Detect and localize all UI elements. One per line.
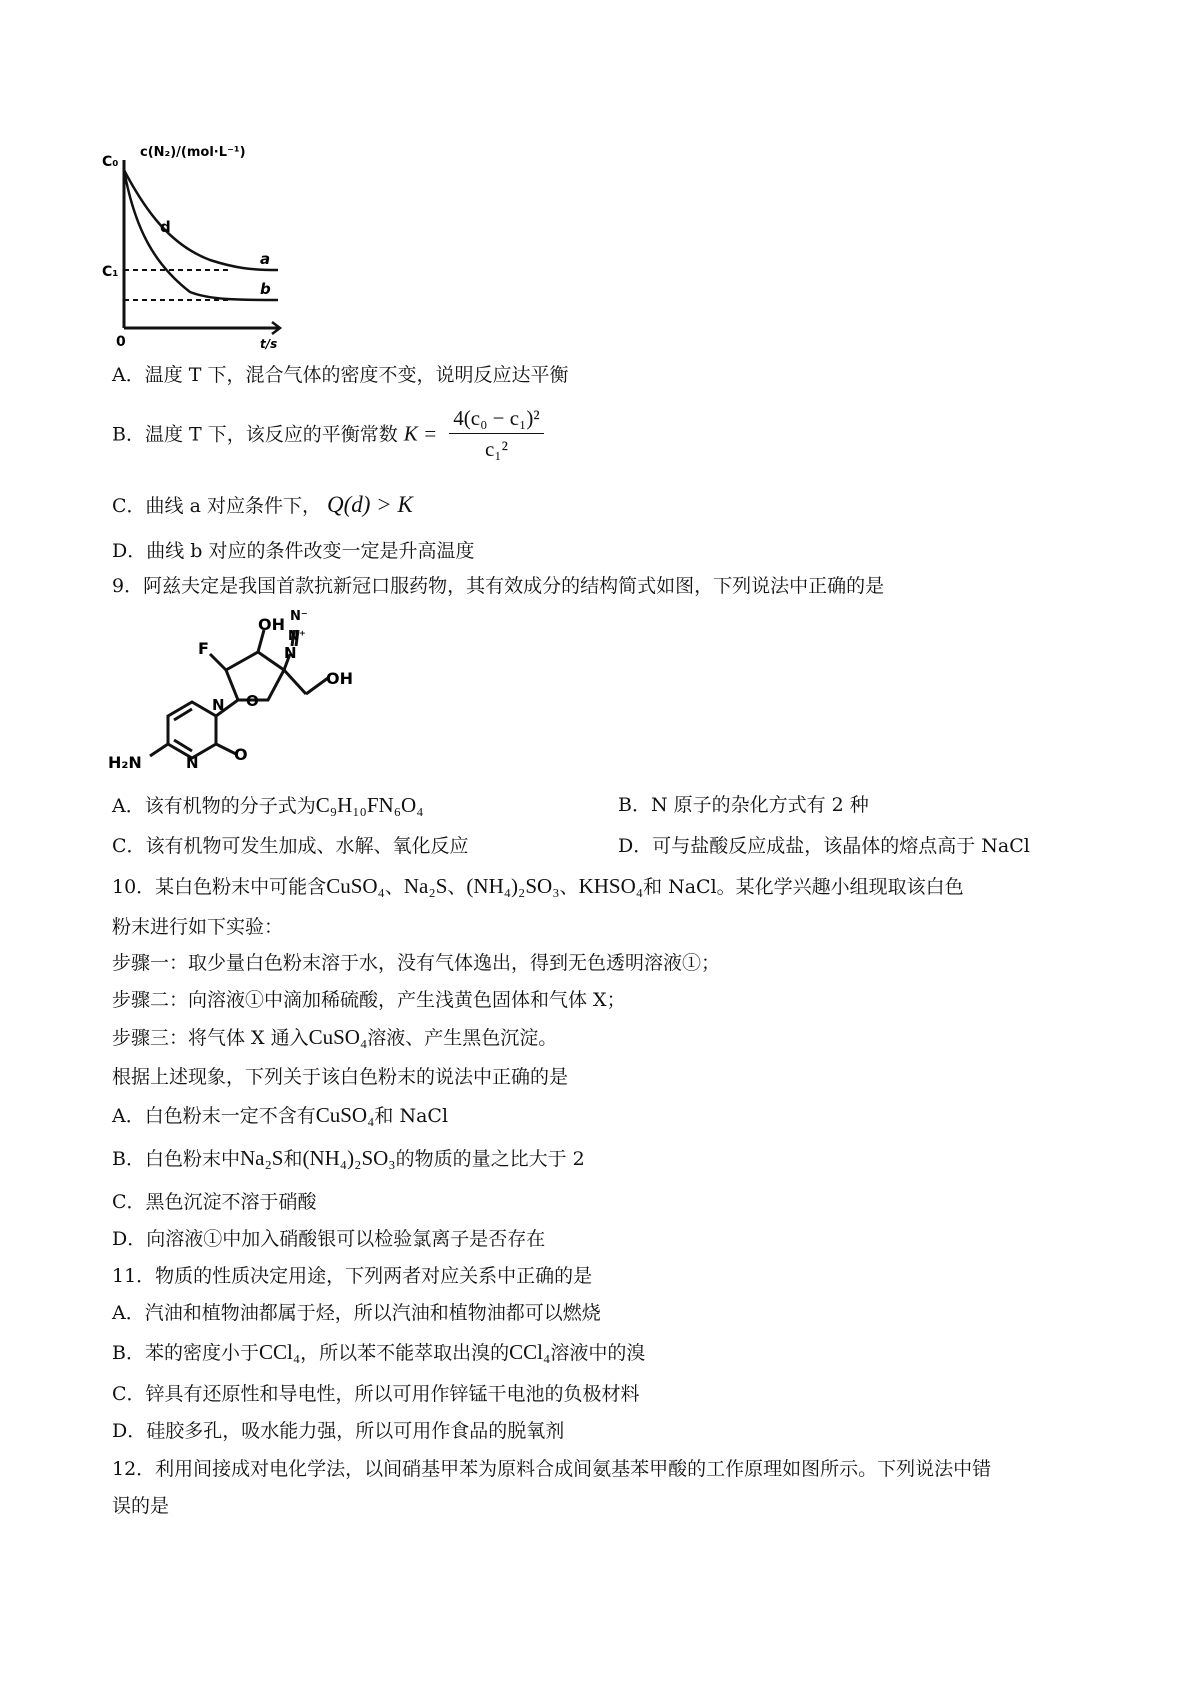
origin-label: 0 bbox=[116, 334, 126, 350]
q10-sep-2: 、 bbox=[447, 876, 467, 898]
n-minus-label: N⁻ bbox=[290, 609, 308, 624]
q11-option-a: A．汽油和植物油都属于烃，所以汽油和植物油都可以燃烧 bbox=[112, 1302, 601, 1324]
q12-stem-line2: 误的是 bbox=[112, 1495, 170, 1517]
q10-cuso4: CuSO₄ bbox=[326, 874, 385, 898]
curve-d bbox=[124, 170, 278, 270]
q10-step1: 步骤一：取少量白色粉末溶于水，没有气体逸出，得到无色透明溶液①； bbox=[112, 952, 721, 974]
c0-label: C₀ bbox=[102, 154, 119, 170]
q10-stem-line2: 粉末进行如下实验： bbox=[112, 916, 284, 938]
q10-option-b-text: B．白色粉末中 bbox=[112, 1148, 240, 1170]
q10-option-a-text: A．白色粉末一定不含有 bbox=[112, 1105, 316, 1127]
q9-option-d: D．可与盐酸反应成盐，该晶体的熔点高于 NaCl bbox=[618, 835, 1030, 857]
q10-sep-1: 、 bbox=[384, 876, 404, 898]
q11-option-d: D．硅胶多孔，吸水能力强，所以可用作食品的脱氧剂 bbox=[112, 1420, 565, 1442]
q10-step3-a: 步骤三：将气体 X 通入 bbox=[112, 1027, 309, 1049]
q10-option-b-na2s: Na₂S bbox=[239, 1146, 284, 1170]
curve-b bbox=[124, 170, 278, 300]
q10-sep-3: 、 bbox=[559, 876, 579, 898]
q10-question: 根据上述现象，下列关于该白色粉末的说法中正确的是 bbox=[112, 1066, 569, 1088]
q10-stem-text-a: 10．某白色粉末中可能含 bbox=[112, 876, 327, 898]
q8-option-b-denominator: c₁² bbox=[484, 437, 508, 461]
q10-option-a-tail: 和 NaCl bbox=[374, 1105, 449, 1127]
c1-label: C₁ bbox=[102, 264, 119, 280]
concentration-time-plot bbox=[100, 140, 300, 350]
n-plus-label: N⁺ bbox=[288, 629, 306, 644]
q8-option-b-k: K = bbox=[403, 421, 438, 446]
carbonyl-o-label: O bbox=[234, 745, 248, 764]
q8-option-b bbox=[112, 407, 544, 464]
q8-option-c-prefix: C．曲线 a 对应条件下， bbox=[112, 495, 321, 517]
q9-option-c: C．该有机物可发生加成、水解、氧化反应 bbox=[112, 835, 469, 857]
q10-step3-cuso4: CuSO₄ bbox=[308, 1025, 368, 1049]
q10-khso4: KHSO₄ bbox=[578, 874, 644, 898]
q10-option-a-cuso4: CuSO₄ bbox=[315, 1103, 375, 1127]
q8-option-b-numerator: 4(c₀ − c₁)² bbox=[449, 405, 543, 434]
n-label: N bbox=[284, 644, 297, 662]
q11-option-b-ccl4-2: CCl₄ bbox=[509, 1340, 551, 1364]
q10-step3-b: 溶液、产生黑色沉淀。 bbox=[367, 1027, 558, 1049]
azvudine-structure bbox=[108, 608, 378, 778]
q12-stem-line1: 12．利用间接成对电化学法，以间硝基甲苯为原料合成间氨基苯甲酸的工作原理如图所示。下列说法中错 bbox=[112, 1458, 992, 1480]
q10-option-a bbox=[112, 1102, 448, 1129]
q10-option-c: C．黑色沉淀不溶于硝酸 bbox=[112, 1191, 317, 1213]
q10-nh4so3: (NH₄)₂SO₃ bbox=[466, 874, 560, 898]
oh-right-label: OH bbox=[326, 669, 353, 688]
q10-option-b-tail: 的物质的量之比大于 2 bbox=[395, 1148, 585, 1170]
q11-option-b bbox=[112, 1339, 645, 1366]
curve-d-label: d bbox=[160, 218, 171, 236]
curve-b-label: b bbox=[260, 280, 271, 298]
q9-option-a bbox=[112, 792, 424, 819]
q11-option-b-ccl4-1: CCl₄ bbox=[258, 1340, 301, 1364]
x-axis-label: t/s bbox=[260, 337, 278, 350]
q8-option-b-prefix: B．温度 T 下，该反应的平衡常数 bbox=[112, 423, 398, 446]
q11-option-c: C．锌具有还原性和导电性，所以可用作锌锰干电池的负极材料 bbox=[112, 1383, 640, 1405]
q10-option-d: D．向溶液①中加入硝酸银可以检验氯离子是否存在 bbox=[112, 1228, 546, 1250]
q11-option-b-tail: 溶液中的溴 bbox=[550, 1342, 646, 1364]
oh-top-label: OH bbox=[258, 615, 285, 634]
q11-stem: 11．物质的性质决定用途，下列两者对应关系中正确的是 bbox=[112, 1265, 593, 1287]
n1-label: N bbox=[212, 696, 225, 714]
q11-option-b-text: B．苯的密度小于 bbox=[112, 1342, 259, 1364]
q11-option-b-mid: ，所以苯不能萃取出溴的 bbox=[300, 1342, 510, 1364]
q8-option-c-math: Q(d) > K bbox=[327, 492, 413, 517]
q9-option-a-formula: C₉H₁₀FN₆O₄ bbox=[315, 793, 424, 817]
q10-na2s: Na₂S bbox=[403, 874, 448, 898]
q8-option-c bbox=[112, 492, 413, 519]
curve-a-label: a bbox=[260, 250, 271, 268]
h2n-label: H₂N bbox=[108, 753, 142, 772]
q10-option-b-and: 和 bbox=[283, 1148, 303, 1170]
q8-option-a: A．温度 T 下，混合气体的密度不变，说明反应达平衡 bbox=[112, 364, 569, 386]
q10-option-b-nh4so3: (NH₄)₂SO₃ bbox=[302, 1146, 396, 1170]
q9-option-a-text: A．该有机物的分子式为 bbox=[112, 795, 316, 817]
q10-step2: 步骤二：向溶液①中滴加稀硫酸，产生浅黄色固体和气体 X； bbox=[112, 989, 626, 1011]
q10-option-b bbox=[112, 1145, 585, 1172]
q9-stem: 9．阿兹夫定是我国首款抗新冠口服药物，其有效成分的结构简式如图，下列说法中正确的是 bbox=[112, 575, 885, 597]
q10-stem-line1 bbox=[112, 873, 964, 900]
q10-stem-text-b: 和 NaCl。某化学兴趣小组现取该白色 bbox=[643, 876, 964, 898]
q9-option-b: B．N 原子的杂化方式有 2 种 bbox=[618, 794, 869, 816]
f-label: F bbox=[198, 639, 209, 658]
y-axis-label: c(N₂)/(mol·L⁻¹) bbox=[140, 145, 246, 160]
q8-option-d: D．曲线 b 对应的条件改变一定是升高温度 bbox=[112, 540, 475, 562]
ring-o-label: O bbox=[246, 692, 259, 710]
q10-step3 bbox=[112, 1024, 557, 1051]
n3-label: N bbox=[186, 754, 199, 772]
